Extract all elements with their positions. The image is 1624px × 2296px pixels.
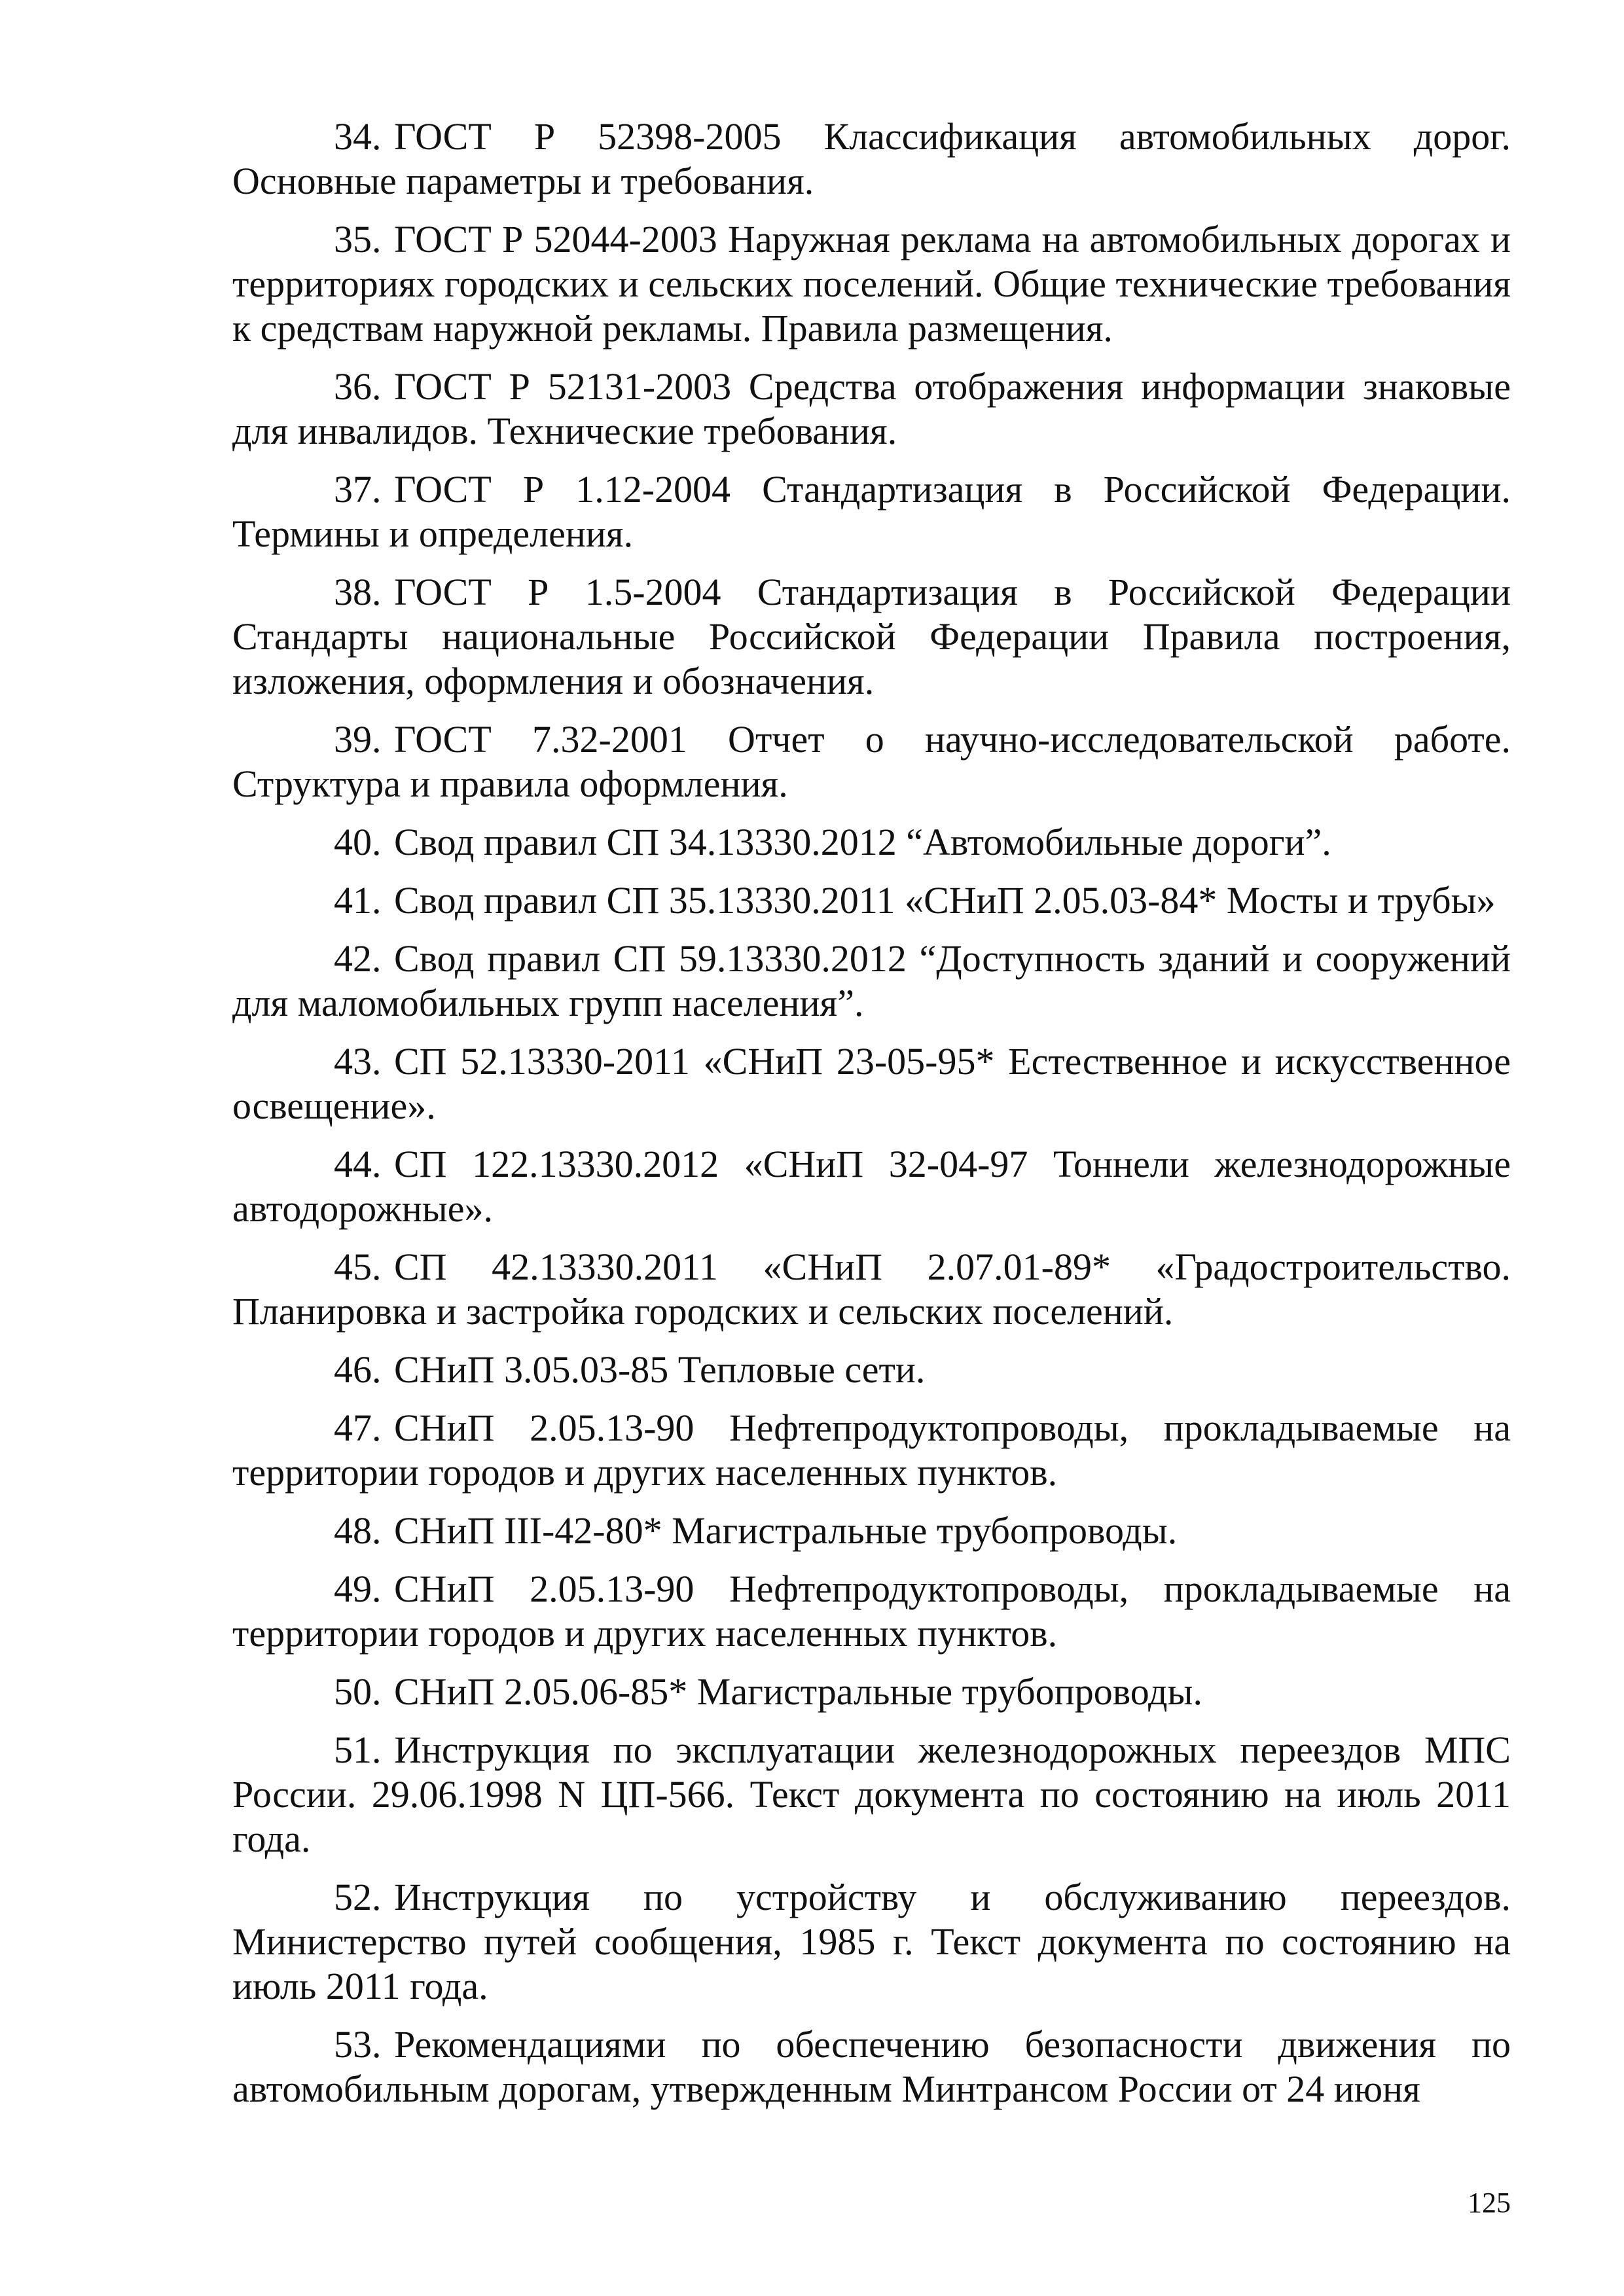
item-number: 36. bbox=[334, 365, 382, 408]
reference-item-36 bbox=[232, 365, 1511, 454]
item-number: 49. bbox=[334, 1568, 382, 1610]
item-text: СП 42.13330.2011 «СНиП 2.07.01-89* «Градостроительство. Планировка и застройка городских и сельских поселений. bbox=[232, 1246, 1511, 1333]
item-number: 47. bbox=[334, 1407, 382, 1449]
item-number: 39. bbox=[334, 718, 382, 761]
item-text: ГОСТ 7.32-2001 Отчет о научно-исследовательской работе. Структура и правила оформления. bbox=[232, 718, 1511, 805]
reference-item-45 bbox=[232, 1245, 1511, 1334]
item-number: 50. bbox=[334, 1670, 382, 1713]
item-number: 37. bbox=[334, 468, 382, 511]
item-number: 41. bbox=[334, 879, 382, 922]
item-number: 51. bbox=[334, 1729, 382, 1771]
page-number: 125 bbox=[1468, 2187, 1511, 2219]
item-text: СП 122.13330.2012 «СНиП 32-04-97 Тоннели железнодорожные автодорожные». bbox=[232, 1143, 1511, 1230]
item-text: СНиП 3.05.03-85 Тепловые сети. bbox=[394, 1348, 926, 1391]
reference-item-46 bbox=[232, 1348, 1511, 1392]
item-text: СНиП 2.05.06-85* Магистральные трубопроводы. bbox=[394, 1670, 1203, 1713]
item-number: 34. bbox=[334, 115, 382, 158]
item-text: Инструкция по эксплуатации железнодорожных переездов МПС России. 29.06.1998 N ЦП-566. Текст документа по состоянию на июль 2011 года. bbox=[232, 1729, 1511, 1860]
item-text: СП 52.13330-2011 «СНиП 23-05-95* Естественное и искусственное освещение». bbox=[232, 1040, 1511, 1127]
reference-item-40 bbox=[232, 820, 1511, 865]
item-number: 44. bbox=[334, 1143, 382, 1185]
item-text: Свод правил СП 59.13330.2012 “Доступность зданий и сооружений для маломобильных групп населения”. bbox=[232, 937, 1511, 1024]
item-number: 40. bbox=[334, 821, 382, 863]
item-number: 52. bbox=[334, 1876, 382, 1918]
reference-item-47 bbox=[232, 1406, 1511, 1495]
reference-item-53 bbox=[232, 2022, 1511, 2111]
reference-list bbox=[232, 115, 1511, 2125]
item-text: СНиП III-42-80* Магистральные трубопроводы. bbox=[394, 1509, 1178, 1552]
item-number: 45. bbox=[334, 1246, 382, 1288]
reference-item-49 bbox=[232, 1567, 1511, 1656]
reference-item-38 bbox=[232, 570, 1511, 704]
item-text: ГОСТ Р 52131-2003 Средства отображения информации знаковые для инвалидов. Технические требования. bbox=[232, 365, 1511, 452]
item-number: 53. bbox=[334, 2023, 382, 2066]
reference-item-44 bbox=[232, 1142, 1511, 1231]
reference-item-51 bbox=[232, 1728, 1511, 1861]
reference-item-35 bbox=[232, 217, 1511, 351]
item-number: 38. bbox=[334, 571, 382, 613]
item-text: ГОСТ Р 52044-2003 Наружная реклама на автомобильных дорогах и территориях городских и сельских поселений. Общие технические требования к средствам наружной рекламы. Правила размещения. bbox=[232, 218, 1511, 350]
item-number: 48. bbox=[334, 1509, 382, 1552]
reference-item-42 bbox=[232, 937, 1511, 1026]
item-text: Рекомендациями по обеспечению безопасности движения по автомобильным дорогам, утвержденным Минтрансом России от 24 июня bbox=[232, 2023, 1511, 2110]
reference-item-41 bbox=[232, 878, 1511, 923]
item-text: СНиП 2.05.13-90 Нефтепродуктопроводы, прокладываемые на территории городов и других населенных пунктов. bbox=[232, 1568, 1511, 1655]
reference-item-50 bbox=[232, 1670, 1511, 1714]
item-number: 42. bbox=[334, 937, 382, 980]
reference-item-37 bbox=[232, 467, 1511, 556]
reference-item-43 bbox=[232, 1039, 1511, 1128]
item-text: ГОСТ Р 1.5-2004 Стандартизация в Российской Федерации Стандарты национальные Российской Федерации Правила построения, изложения, оформления и обозначения. bbox=[232, 571, 1511, 702]
item-text: ГОСТ Р 52398-2005 Классификация автомобильных дорог. Основные параметры и требования. bbox=[232, 115, 1511, 202]
item-number: 43. bbox=[334, 1040, 382, 1083]
item-text: Свод правил СП 34.13330.2012 “Автомобильные дороги”. bbox=[394, 821, 1331, 863]
reference-item-39 bbox=[232, 717, 1511, 806]
item-text: СНиП 2.05.13-90 Нефтепродуктопроводы, прокладываемые на территории городов и других населенных пунктов. bbox=[232, 1407, 1511, 1494]
reference-item-52 bbox=[232, 1875, 1511, 2009]
item-text: ГОСТ Р 1.12-2004 Стандартизация в Российской Федерации. Термины и определения. bbox=[232, 468, 1511, 555]
item-text: Свод правил СП 35.13330.2011 «СНиП 2.05.03-84* Мосты и трубы» bbox=[394, 879, 1496, 922]
reference-item-48 bbox=[232, 1509, 1511, 1553]
item-text: Инструкция по устройству и обслуживанию переездов. Министерство путей сообщения, 1985 г. Текст документа по состоянию на июль 2011 года. bbox=[232, 1876, 1511, 2007]
reference-item-34 bbox=[232, 115, 1511, 204]
item-number: 46. bbox=[334, 1348, 382, 1391]
item-number: 35. bbox=[334, 218, 382, 260]
